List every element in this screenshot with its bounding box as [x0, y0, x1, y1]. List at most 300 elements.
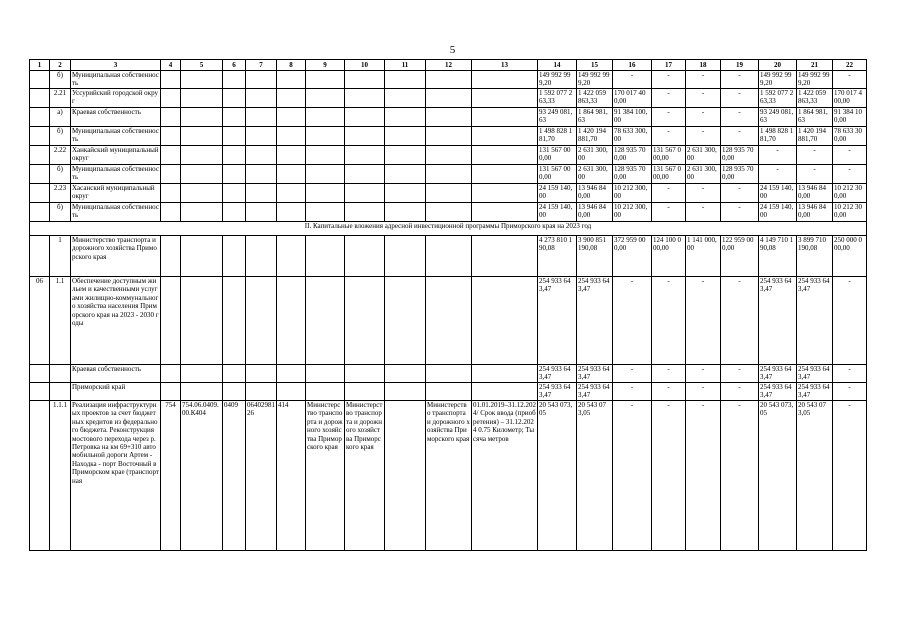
amount-cell: 1 422 059 863,33 — [577, 89, 613, 108]
empty-cell — [181, 184, 223, 203]
amount-cell: 1 592 077 263,33 — [759, 89, 797, 108]
empty-cell — [306, 236, 345, 277]
empty-cell — [472, 383, 538, 401]
amount-cell: 128 935 700,00 — [613, 146, 652, 165]
amount-cell: - — [686, 365, 721, 383]
row-name: Муниципальная собственность — [71, 165, 161, 184]
empty-cell — [181, 71, 223, 89]
amount-cell: 2 631 300,00 — [577, 165, 613, 184]
empty-cell — [246, 184, 277, 203]
empty-cell — [277, 165, 306, 184]
empty-cell — [246, 127, 277, 146]
amount-cell: - — [721, 108, 759, 127]
empty-cell — [223, 184, 246, 203]
row-code — [30, 108, 50, 127]
table-row — [30, 277, 867, 365]
amount-cell: 1 141 000,00 — [686, 236, 721, 277]
empty-cell — [306, 127, 345, 146]
amount-cell: 78 633 300,00 — [833, 127, 867, 146]
empty-cell — [426, 383, 472, 401]
row-index: 1.1 — [50, 277, 71, 365]
amount-cell: - — [613, 71, 652, 89]
empty-cell — [426, 203, 472, 222]
row-name: Краевая собственность — [71, 108, 161, 127]
amount-cell: - — [721, 71, 759, 89]
empty-cell — [181, 89, 223, 108]
row-code — [30, 203, 50, 222]
amount-cell: - — [686, 383, 721, 401]
row-c2: 1.1.1 — [50, 401, 71, 551]
amount-cell: - — [686, 89, 721, 108]
empty-cell — [181, 127, 223, 146]
header-row — [30, 60, 867, 71]
amount-cell: 20 543 073,05 — [759, 401, 797, 551]
amount-cell: 254 933 643,47 — [538, 365, 577, 383]
row-index: 2.21 — [50, 89, 71, 108]
empty-cell — [161, 146, 181, 165]
amount-cell: 1 864 981,63 — [797, 108, 833, 127]
column-header: 17 — [652, 60, 686, 71]
empty-cell — [306, 146, 345, 165]
amount-cell: 91 384 100,00 — [613, 108, 652, 127]
empty-cell — [181, 203, 223, 222]
empty-cell — [181, 108, 223, 127]
empty-cell — [426, 89, 472, 108]
empty-cell — [277, 365, 306, 383]
column-header: 9 — [306, 60, 345, 71]
empty-cell — [277, 236, 306, 277]
amount-cell: 254 933 643,47 — [759, 277, 797, 365]
row-code — [30, 165, 50, 184]
empty-cell — [345, 146, 385, 165]
amount-cell: 24 159 140,00 — [759, 203, 797, 222]
amount-cell: 20 543 073,05 — [797, 401, 833, 551]
row-name: Обеспечение доступным жильем и качественными услугами жилищно-коммунального хозяйства населения Приморского края на 2023 - 2030 годы — [71, 277, 161, 365]
amount-cell: - — [833, 383, 867, 401]
amount-cell: - — [652, 89, 686, 108]
table-row — [30, 165, 867, 184]
empty-cell — [246, 277, 277, 365]
page-number: 5 — [449, 44, 456, 56]
column-header: 6 — [223, 60, 246, 71]
empty-cell — [223, 277, 246, 365]
empty-cell — [306, 184, 345, 203]
empty-cell — [472, 146, 538, 165]
column-header: 19 — [721, 60, 759, 71]
amount-cell: - — [721, 277, 759, 365]
empty-cell — [223, 89, 246, 108]
empty-cell — [426, 236, 472, 277]
row-name: Ханкайский муниципальный округ — [71, 146, 161, 165]
amount-cell: 10 212 300,00 — [833, 184, 867, 203]
empty-cell — [385, 184, 426, 203]
empty-cell — [161, 277, 181, 365]
row-code — [30, 71, 50, 89]
table-row — [30, 127, 867, 146]
empty-cell — [426, 165, 472, 184]
empty-cell — [385, 365, 426, 383]
empty-cell — [161, 165, 181, 184]
amount-cell: - — [652, 365, 686, 383]
column-header: 5 — [181, 60, 223, 71]
row-index — [50, 365, 71, 383]
amount-cell: 24 159 140,00 — [538, 203, 577, 222]
column-header: 15 — [577, 60, 613, 71]
row-c9: Министерство транспорта и дорожного хозяйства Приморского края — [306, 401, 345, 551]
amount-cell: 13 946 840,00 — [797, 203, 833, 222]
empty-cell — [246, 236, 277, 277]
row-index: б) — [50, 203, 71, 222]
row-c7: 0640298126 — [246, 401, 277, 551]
row-c13: 01.01.2019–31.12.2024/ Срок ввода (приобретения) – 31.12.2024 0.75 Километр; Тысяча метров — [472, 401, 538, 551]
amount-cell: 78 633 300,00 — [613, 127, 652, 146]
amount-cell: - — [759, 146, 797, 165]
amount-cell: 131 567 000,00 — [652, 146, 686, 165]
amount-cell: - — [721, 401, 759, 551]
empty-cell — [223, 127, 246, 146]
empty-cell — [385, 89, 426, 108]
amount-cell: - — [613, 277, 652, 365]
section-row — [30, 222, 867, 236]
row-code — [30, 184, 50, 203]
row-name: Краевая собственность — [71, 365, 161, 383]
empty-cell — [161, 383, 181, 401]
table-row — [30, 184, 867, 203]
empty-cell — [426, 71, 472, 89]
amount-cell: 13 946 840,00 — [577, 203, 613, 222]
empty-cell — [277, 184, 306, 203]
empty-cell — [30, 401, 50, 551]
amount-cell: 1 420 194 881,70 — [577, 127, 613, 146]
empty-cell — [223, 71, 246, 89]
amount-cell: 1 420 194 881,70 — [797, 127, 833, 146]
empty-cell — [161, 236, 181, 277]
amount-cell: 128 935 700,00 — [721, 146, 759, 165]
empty-cell — [306, 71, 345, 89]
empty-cell — [246, 71, 277, 89]
empty-cell — [181, 277, 223, 365]
empty-cell — [345, 365, 385, 383]
row-c12: Министерство транспорта и дорожного хозяйства Приморского края — [426, 401, 472, 551]
amount-cell: - — [833, 365, 867, 383]
empty-cell — [345, 203, 385, 222]
empty-cell — [223, 108, 246, 127]
empty-cell — [181, 365, 223, 383]
row-c10: Министерство транспорта и дорожного хозяйства Приморского края — [345, 401, 385, 551]
column-header: 1 — [30, 60, 50, 71]
table-row — [30, 236, 867, 277]
amount-cell: - — [797, 146, 833, 165]
empty-cell — [246, 383, 277, 401]
empty-cell — [385, 108, 426, 127]
row-c3: Реализация инфраструктурных проектов за счет бюджетных кредитов из федерального бюджета. Реконструкция мостового перехода через р. Петровка на км 69+310 автомобильной дороги Артем - Находка - порт Восточный в Приморском крае (транспортная — [71, 401, 161, 551]
empty-cell — [345, 89, 385, 108]
empty-cell — [277, 89, 306, 108]
amount-cell: 13 946 840,00 — [797, 184, 833, 203]
amount-cell: - — [652, 401, 686, 551]
amount-cell: 254 933 643,47 — [538, 277, 577, 365]
empty-cell — [472, 127, 538, 146]
amount-cell: 254 933 643,47 — [538, 383, 577, 401]
amount-cell: - — [797, 165, 833, 184]
amount-cell: - — [833, 277, 867, 365]
amount-cell: 254 933 643,47 — [797, 383, 833, 401]
row-index: 2.22 — [50, 146, 71, 165]
empty-cell — [181, 236, 223, 277]
amount-cell: 128 935 700,00 — [721, 165, 759, 184]
amount-cell: - — [613, 401, 652, 551]
amount-cell: - — [686, 203, 721, 222]
amount-cell: - — [686, 401, 721, 551]
amount-cell: 1 592 077 263,33 — [538, 89, 577, 108]
empty-cell — [277, 203, 306, 222]
column-header: 4 — [161, 60, 181, 71]
empty-cell — [472, 277, 538, 365]
row-c6: 0409 — [223, 401, 246, 551]
amount-cell: 13 946 840,00 — [577, 184, 613, 203]
table-row — [30, 401, 867, 551]
empty-cell — [277, 127, 306, 146]
row-index: а) — [50, 108, 71, 127]
empty-cell — [161, 108, 181, 127]
empty-cell — [277, 277, 306, 365]
empty-cell — [306, 165, 345, 184]
empty-cell — [345, 127, 385, 146]
section-title: II. Капитальные вложения адресной инвестиционной программы Приморского края на 2023 год — [30, 222, 867, 236]
amount-cell: 372 959 000,00 — [613, 236, 652, 277]
empty-cell — [246, 365, 277, 383]
empty-cell — [472, 203, 538, 222]
row-name: Муниципальная собственность — [71, 127, 161, 146]
empty-cell — [426, 108, 472, 127]
empty-cell — [426, 127, 472, 146]
amount-cell: - — [721, 383, 759, 401]
amount-cell: 122 959 000,00 — [721, 236, 759, 277]
row-name: Хасанский муниципальный округ — [71, 184, 161, 203]
amount-cell: - — [613, 365, 652, 383]
row-name: Муниципальная собственность — [71, 203, 161, 222]
amount-cell: 10 212 300,00 — [833, 203, 867, 222]
empty-cell — [426, 184, 472, 203]
empty-cell — [277, 108, 306, 127]
row-index: б) — [50, 165, 71, 184]
amount-cell: 128 935 700,00 — [613, 165, 652, 184]
column-header: 7 — [246, 60, 277, 71]
row-code — [30, 365, 50, 383]
amount-cell: 2 631 300,00 — [686, 165, 721, 184]
amount-cell: - — [652, 71, 686, 89]
amount-cell: 254 933 643,47 — [797, 365, 833, 383]
table-row — [30, 146, 867, 165]
column-header: 2 — [50, 60, 71, 71]
column-header: 8 — [277, 60, 306, 71]
amount-cell: 170 017 400,00 — [613, 89, 652, 108]
amount-cell: - — [652, 184, 686, 203]
row-c4: 754 — [161, 401, 181, 551]
empty-cell — [223, 203, 246, 222]
column-header: 12 — [426, 60, 472, 71]
row-name: Министерство транспорта и дорожного хозяйства Приморского края — [71, 236, 161, 277]
amount-cell: 24 159 140,00 — [538, 184, 577, 203]
empty-cell — [223, 383, 246, 401]
empty-cell — [246, 146, 277, 165]
amount-cell: - — [721, 89, 759, 108]
empty-cell — [277, 71, 306, 89]
row-index: 2.23 — [50, 184, 71, 203]
row-name: Приморский край — [71, 383, 161, 401]
amount-cell: - — [652, 108, 686, 127]
column-header: 14 — [538, 60, 577, 71]
amount-cell: 149 992 999,20 — [577, 71, 613, 89]
column-header: 16 — [613, 60, 652, 71]
amount-cell: 20 543 073,05 — [538, 401, 577, 551]
row-code — [30, 146, 50, 165]
amount-cell: 4 149 710 190,08 — [759, 236, 797, 277]
amount-cell: 2 631 300,00 — [686, 146, 721, 165]
table-row — [30, 365, 867, 383]
empty-cell — [385, 236, 426, 277]
empty-cell — [426, 365, 472, 383]
empty-cell — [246, 89, 277, 108]
amount-cell: 131 567 000,00 — [538, 165, 577, 184]
empty-cell — [426, 146, 472, 165]
amount-cell: 24 159 140,00 — [759, 184, 797, 203]
empty-cell — [306, 108, 345, 127]
amount-cell: 2 631 300,00 — [577, 146, 613, 165]
table-row — [30, 383, 867, 401]
amount-cell: 20 543 073,05 — [577, 401, 613, 551]
empty-cell — [161, 127, 181, 146]
investment-table — [29, 59, 867, 551]
amount-cell: - — [652, 203, 686, 222]
amount-cell: 254 933 643,47 — [759, 365, 797, 383]
empty-cell — [246, 203, 277, 222]
row-c11 — [385, 401, 426, 551]
empty-cell — [181, 146, 223, 165]
empty-cell — [223, 365, 246, 383]
row-c5: 754.06.0409.00.К404 — [181, 401, 223, 551]
amount-cell: 1 498 828 181,70 — [538, 127, 577, 146]
empty-cell — [385, 165, 426, 184]
empty-cell — [161, 365, 181, 383]
table-row — [30, 71, 867, 89]
row-code — [30, 236, 50, 277]
amount-cell: 254 933 643,47 — [577, 277, 613, 365]
empty-cell — [161, 203, 181, 222]
empty-cell — [345, 277, 385, 365]
row-name: Уссурийский городской округ — [71, 89, 161, 108]
column-header: 3 — [71, 60, 161, 71]
amount-cell: 254 933 643,47 — [759, 383, 797, 401]
amount-cell: 3 900 851 190,08 — [577, 236, 613, 277]
empty-cell — [472, 165, 538, 184]
amount-cell: 131 567 000,00 — [652, 165, 686, 184]
column-header: 18 — [686, 60, 721, 71]
empty-cell — [472, 365, 538, 383]
amount-cell: 170 017 400,00 — [833, 89, 867, 108]
row-index: б) — [50, 71, 71, 89]
amount-cell: - — [686, 277, 721, 365]
amount-cell: 149 992 999,20 — [797, 71, 833, 89]
empty-cell — [385, 71, 426, 89]
table-row — [30, 108, 867, 127]
empty-cell — [223, 236, 246, 277]
amount-cell: - — [652, 383, 686, 401]
row-code — [30, 127, 50, 146]
amount-cell: 131 567 000,00 — [538, 146, 577, 165]
amount-cell: 250 000 000,00 — [833, 236, 867, 277]
amount-cell: 1 498 828 181,70 — [759, 127, 797, 146]
amount-cell: - — [686, 184, 721, 203]
empty-cell — [345, 383, 385, 401]
empty-cell — [345, 184, 385, 203]
amount-cell: 254 933 643,47 — [577, 365, 613, 383]
amount-cell: - — [652, 277, 686, 365]
amount-cell: 1 864 981,63 — [577, 108, 613, 127]
amount-cell: - — [652, 127, 686, 146]
empty-cell — [472, 184, 538, 203]
amount-cell: - — [833, 401, 867, 551]
empty-cell — [345, 236, 385, 277]
column-header: 13 — [472, 60, 538, 71]
amount-cell: - — [613, 383, 652, 401]
empty-cell — [306, 365, 345, 383]
empty-cell — [306, 89, 345, 108]
column-header: 22 — [833, 60, 867, 71]
amount-cell: - — [721, 203, 759, 222]
amount-cell: 149 992 999,20 — [538, 71, 577, 89]
empty-cell — [161, 71, 181, 89]
empty-cell — [277, 383, 306, 401]
amount-cell: 93 249 081,63 — [759, 108, 797, 127]
empty-cell — [385, 277, 426, 365]
table-row — [30, 89, 867, 108]
column-header: 20 — [759, 60, 797, 71]
amount-cell: 91 384 100,00 — [833, 108, 867, 127]
empty-cell — [472, 71, 538, 89]
column-header: 10 — [345, 60, 385, 71]
amount-cell: 93 249 081,63 — [538, 108, 577, 127]
empty-cell — [246, 108, 277, 127]
empty-cell — [223, 146, 246, 165]
amount-cell: - — [686, 108, 721, 127]
amount-cell: 3 899 710 190,08 — [797, 236, 833, 277]
row-code — [30, 383, 50, 401]
empty-cell — [161, 89, 181, 108]
empty-cell — [161, 184, 181, 203]
amount-cell: 1 422 059 863,33 — [797, 89, 833, 108]
amount-cell: - — [686, 71, 721, 89]
amount-cell: - — [721, 127, 759, 146]
empty-cell — [246, 165, 277, 184]
amount-cell: - — [721, 365, 759, 383]
empty-cell — [426, 277, 472, 365]
empty-cell — [385, 146, 426, 165]
amount-cell: 254 933 643,47 — [577, 383, 613, 401]
empty-cell — [472, 108, 538, 127]
empty-cell — [472, 89, 538, 108]
empty-cell — [345, 71, 385, 89]
amount-cell: 124 100 000,00 — [652, 236, 686, 277]
column-header: 11 — [385, 60, 426, 71]
amount-cell: - — [721, 184, 759, 203]
empty-cell — [181, 383, 223, 401]
empty-cell — [345, 165, 385, 184]
empty-cell — [385, 127, 426, 146]
empty-cell — [306, 203, 345, 222]
empty-cell — [277, 146, 306, 165]
empty-cell — [385, 383, 426, 401]
